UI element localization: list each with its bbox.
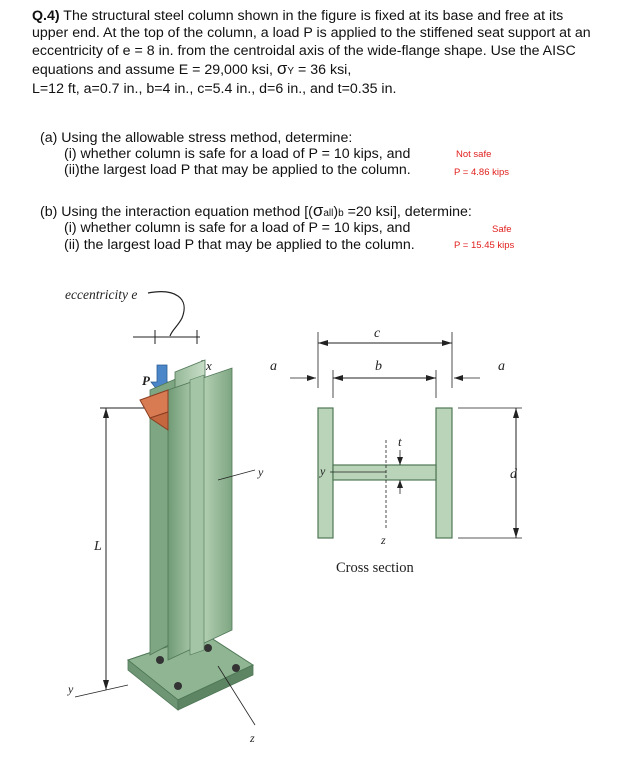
part-a-answer2: P = 4.86 kips (454, 167, 510, 178)
part-a-heading: (a) Using the allowable stress method, determine: (40, 130, 353, 146)
y-axis-label-column: y (258, 465, 264, 479)
eccentricity-label: eccentricity e (65, 287, 138, 302)
a-right-label: a (498, 359, 505, 374)
a-left-label: a (270, 359, 277, 374)
part-b-heading-post: =20 ksi], determine: (343, 204, 472, 220)
t-dimension-label: t (398, 434, 402, 449)
sigma-all-subscript: all (323, 208, 334, 219)
l-label: L (94, 539, 102, 554)
eccentricity-arrow (148, 292, 184, 336)
problem-number: Q.4) (32, 8, 60, 24)
p-label: P (142, 373, 150, 388)
part-b-item1: (i) whether column is safe for a load of P = 10 kips, and (64, 220, 411, 236)
part-a-answer1: Not safe (456, 149, 492, 160)
d-dimension-label: d (510, 467, 517, 482)
sigma-all-symbol: σ (312, 201, 324, 220)
c-dimension-label: c (374, 326, 381, 341)
part-b-answer2: P = 15.45 kips (454, 240, 515, 251)
problem-text: The structural steel column shown in the figure is fixed at its base and free at its upper end. At the top of the column, a load P is applied to the stiffened seat support at an eccentricity of e = 8 in. from the centroidal axis of the wide-flange shape. Use the AISC equations and assume E = 29,000 ksi, (32, 8, 591, 79)
z-axis-label: z (250, 731, 255, 745)
part-a-item1: (i) whether column is safe for a load of P = 10 kips, and (64, 146, 411, 162)
y-axis-label-section: y (320, 464, 326, 478)
z-axis-label-section: z (381, 533, 386, 547)
part-a-item2: (ii)the largest load P that may be applied to the column. (64, 162, 411, 178)
part-b-heading-pre: (b) Using the interaction equation method [( (40, 204, 313, 220)
part-b-answer1: Safe (492, 224, 512, 235)
wide-flange-cross-section (318, 408, 452, 538)
sigma-y-subscript: Y (287, 66, 295, 78)
cross-section-caption: Cross section (336, 560, 414, 576)
part-b-item2: (ii) the largest load P that may be applied to the column. (64, 237, 415, 253)
b-dimension-label: b (375, 359, 382, 374)
y-axis-label-base: y (68, 682, 74, 696)
b-subscript: b (338, 208, 344, 219)
part-b-heading-mid: ) (333, 204, 339, 220)
x-axis-label: x (206, 358, 212, 373)
problem-parameters: L=12 ft, a=0.7 in., b=4 in., c=5.4 in., d=6 in., and t=0.35 in. (32, 80, 397, 97)
sigma-y-value: = 36 ksi, (298, 62, 352, 79)
sigma-y-symbol: σ (276, 59, 288, 79)
